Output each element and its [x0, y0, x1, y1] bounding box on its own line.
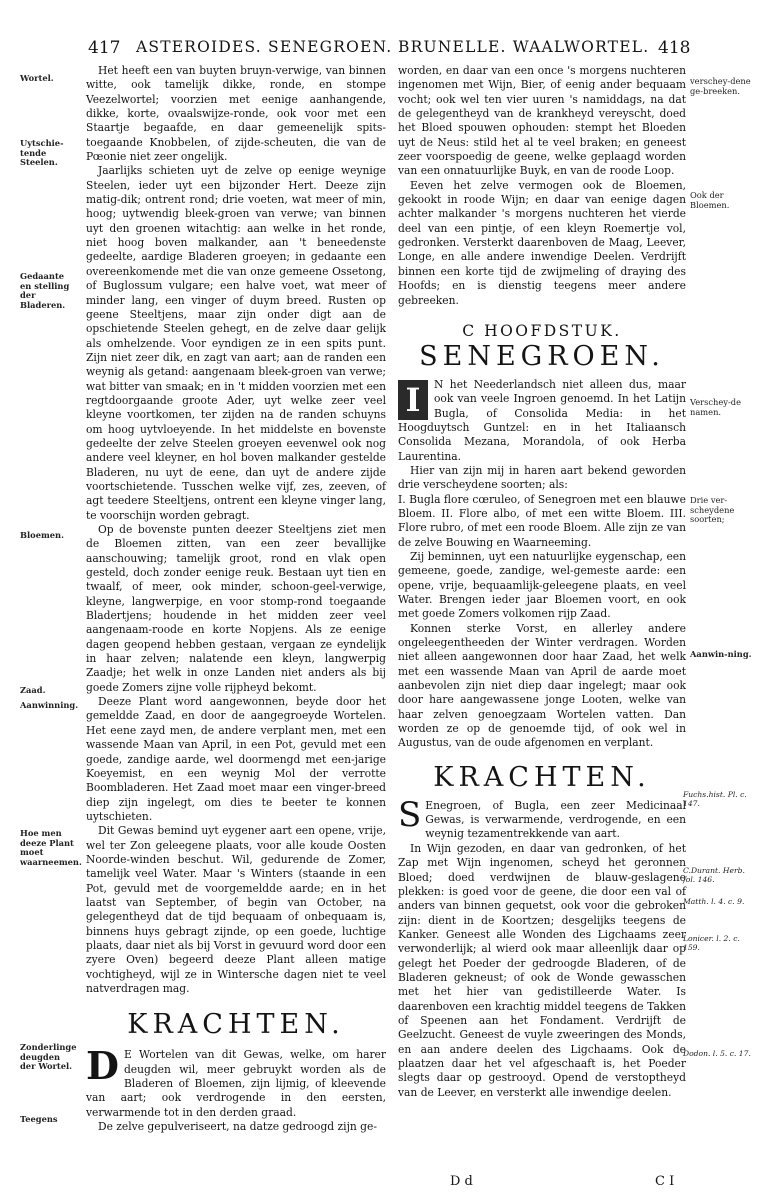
left-page-column	[86, 64, 386, 1134]
paragraph-three-kinds: Hier van zijn mij in haren aart bekend geworden drie verscheydene soorten; als:	[398, 463, 686, 492]
paragraph-kinds-list: I. Bugla flore cœruleo, of Senegroen met een blauwe Bloem. II. Flore albo, of met een witte Bloem. III. Flore rubro, of met een roode Bloem. Alle zijn ze van de zelve Bouwing en Waarneeming.	[398, 492, 686, 549]
margin-note-aanwinning-right: Aanwin-ning.	[690, 649, 752, 659]
paragraph-flowers-wine: Eeven het zelve vermogen ook de Bloemen, gekookt in roode Wijn; en daar van eenige dagen achter malkander 's morgens nuchteren het vierde deel van een pintje, of een kleyn Roemertje vol, gedronken. Versterkt daarenboven de Maag, Leever, Longe, en alle andere inwendige Deelen. Verdrijft binnen een korte tijd de zwijmeling of draying des Hoofds; en is dienstig teegens meer andere gebreeken.	[398, 178, 686, 307]
margin-note-namen: Verschey-de namen.	[690, 397, 741, 417]
virtues-roots-text: E Wortelen van dit Gewas, welke, om harer deugden wil, meer gebruykt worden als de Bladeren of Bloemen, zijn lijmig, of kleevende van aart; ook verdrogende in den eersten, verwarmende tot in den derden graad.	[86, 1048, 386, 1119]
paragraph-cultivation: Deeze Plant word aangewonnen, beyde door het gemeldde Zaad, en door de aangegroeyde Wortelen. Het eene zayd men, de andere verplant men, met een wassende Maan van April, in een Pot, gevuld met een goede, zandige aarde, wel doormengd met een-jarige Koeyemist, en een weynig Mol der verrotte Boombladeren. Het Zaad moet maar een vinger-breed diep zijn ingelegt, om dies te beeter te konnen uytschieten.	[86, 695, 386, 823]
citation-lonicer: Lonicer. l. 2. c. 159.	[683, 934, 740, 952]
margin-note-aanwinning: Aanwinning.	[20, 700, 79, 710]
page-number-right: 418	[658, 38, 691, 58]
margin-note-soorten: Drie ver-scheydene soorten;	[690, 495, 735, 524]
paragraph-soil: Zij beminnen, uyt een natuurlijke eygenschap, een gemeene, goede, zandige, wel-gemeste aarde: een opene, vrije, bequaamlijk-geleegene plaats, en veel Water. Brengen ieder jaar Bloemen voort, en ook met goede Zomers volkomen rijp Zaad.	[398, 549, 686, 621]
citation-fuchs: Fuchs.hist. Pl. c. 147.	[683, 790, 747, 808]
drop-capital-s: S	[398, 794, 422, 835]
running-title-right: BRUNELLE. WAALWORTEL.	[398, 38, 650, 56]
paragraph-names	[398, 378, 686, 464]
paragraph-stems-leaves: Jaarlijks schieten uyt de zelve op eenige weynige Steelen, ieder uyt een bijzonder Hert. Deeze zijn matig-dik; ontrent rond; drie voeten, wat meer of min, hoog; uytwendig bleek-groen van verwe; van binnen uyt den groenen witachtig: aan welke in het ronde, niet hoog boven malkander, aan 't beneedenste gedeelte, aardige Bladeren groeyen; in gedaante een overeenkomende met die van onze gemeene Ossetong, of Buglossum vulgare; een halve voet, wat meer of minder lang, een vinger of duym breed. Rusten op geene Steeltjens, maar zijn onder digt aan de opschietende Steelen gehegt, en de zelve daar gelijk als omhelzende. Voor eyndigen ze in een spits punt. Zijn niet zeer dik, en zagt van aart; aan de randen een weynig als getand: aangenaam bleek-groen van verwe; wat bitter van smaak; en in 't midden voorzien met een regtdoorgaande groote Ader, uyt welke zeer veel kleyne voortkomen, ter zijden na de randen schuyns om hoog uytvloeyende. In het middelste en bovenste gedeelte der zelve Steelen groeyen eevenwel ook nog andere veel kleyner, en hol boven malkander gestelde Bladeren, nu uyt de eene, dan uyt de andere zijde voortschietende. Tusschen welke vijf, zes, zeeven, of agt teedere Steeltjens, ontrent een kleyne vinger lang, te voorschijn worden gebragt.	[86, 164, 386, 522]
section-heading-krachten-right: KRACHTEN.	[433, 761, 651, 793]
paragraph-remedies: In Wijn gezoden, en daar van gedronken, of het Zap met Wijn ingenomen, scheyd het geronnen Bloed; doed verdwijnen de blauw-geslagene plekken: is goed voor de geene, die door een val of anders van binnen gequetst, ook voor die gebroken zijn: dient in de Koortzen; desgelijks teegens de Kanker. Geneest alle Wonden des Ligchaams zeer verwonderlijk; al wierd ook maar alleenlijk daar op gelegt het Poeder der gedroogde Bladeren, of de Bladeren gekneust; of ook de Wonde gewasschen met het hier van gedistilleerde Water. Is daarenboven een krachtig middel teegens de Takken of Speenen aan het Fondament. Verdrijft de Geelzucht. Geneest de vuyle zweeringen des Monds, en aan andere deelen des Ligchaams. Ook de plaatzen daar het vel afgeschaaft is, het Poeder slegts daar op gestrooyd. Opend de verstoptheyd van de Leever, en versterkt alle inwendige deelen.	[398, 841, 686, 1099]
margin-catchword-teegens: Teegens	[20, 1114, 58, 1124]
medicinal-text: Enegroen, of Bugla, een zeer Medicinaal Gewas, is verwarmende, verdrogende, en een weynig tezamentrekkende van aart.	[425, 798, 686, 841]
signature-mark-left: D d	[450, 1174, 473, 1189]
citation-dodoens: Dodon. l. 5. c. 17.	[683, 1049, 751, 1058]
signature-mark-right: C I	[655, 1174, 675, 1189]
paragraph-propagation: Konnen sterke Vorst, en allerley andere ongeleegentheeden der Winter verdragen. Worden niet alleen aangewonnen door haar Zaad, het welk met een wassende Maan van April de aarde moet aanbevolen zijn niet diep daar ingelegt; maar ook door hare aangewassene jonge Looten, welke van haar zelven genoegzaam Wortelen vatten. Dan worden ze op de genoemde tijd, of ook wel in Augustus, van de oude afgenomen en verplant.	[398, 621, 686, 750]
margin-note-gebreeken: verschey-dene ge-breeken.	[690, 76, 751, 96]
paragraph-virtues-powder-start: De zelve gepulveriseert, na datze gedroogd zijn ge-	[98, 1120, 377, 1134]
paragraph-care: Dit Gewas bemind uyt eygener aart een opene, vrije, wel ter Zon geleegene plaats, voor alle koude Oosten Noorde-winden beschut. Wil, gedurende de Zomer, tamelijk veel Water. Maar 's Winters (staande in een Pot, gevuld met de voorgemeldde aarde; en in het laatst van September, of begin van October, na gelegentheyd dat de tijd bequaam of onbequaam is, binnens huys gebragt zijnde, op een goede, luchtige plaats, daar niet als bij Vorst in gevuurd word door een zyere Oven) begeerd deeze Plant alleen matige vochtigheyd, wijl ze in Wintersche dagen niet te veel natverdragen mag.	[86, 824, 386, 995]
chapter-title-senegroen: SENEGROEN.	[419, 340, 665, 372]
paragraph-medicinal	[398, 794, 686, 842]
chapter-number: C HOOFDSTUK.	[462, 321, 622, 340]
margin-note-bloemen: Bloemen.	[20, 530, 64, 540]
paragraph-continued-virtues: worden, en daar van een once 's morgens nuchteren ingenomen met Wijn, Bier, of eenig ander bequaam vocht; ook wel ten vier uuren 's namiddags, na dat de gelegentheyd van de krankheyd vereyscht, doed het Bloed spouwen ophouden: stempt het Bloeden uyt de Neus: stild het al te veel braken; en geneest zeer voorspoedig de geene, welke geplaagd worden van een onnatuurlijke Buyk, en van de roode Loop.	[398, 64, 686, 178]
citation-durant: C.Durant. Herb. fol. 146.	[683, 866, 745, 884]
margin-note-waarneemen: Hoe men deeze Plant moet waarneemen.	[20, 828, 82, 867]
paragraph-root-description: Het heeft een van buyten bruyn-verwige, van binnen witte, ook tamelijk dikke, ronde, en stompe Veezelwortel; voorzien met eenige aanhangende, dikke, korte, ovaalswijze-ronde, ook voor met een Staartje begaafde, en daar gemeenelijk spits-toegaande Knobbelen, of zijde-scheuten, die van de Pœonie niet zeer ongelijk.	[86, 64, 386, 164]
margin-note-zaad: Zaad.	[20, 685, 46, 695]
section-heading-krachten-left: KRACHTEN.	[127, 1009, 345, 1041]
names-text: N het Neederlandsch niet alleen dus, maar ook van veele Ingroen genoemd. In het Latijn Bugla, of Consolida Media: in het Hoogduytsch Guntzel: en in het Italiaansch Consolida Mezana, Morandola, of ook Herba Laurentina.	[398, 377, 686, 463]
drop-capital-d: D	[86, 1043, 119, 1089]
margin-note-deugden: Zonderlinge deugden der Wortel.	[20, 1042, 77, 1071]
paragraph-virtues-roots	[86, 1043, 386, 1120]
margin-note-bladeren: Gedaante en stelling der Bladeren.	[20, 271, 70, 310]
citation-matthiolus: Matth. l. 4. c. 9.	[683, 897, 745, 906]
margin-note-wortel: Wortel.	[20, 73, 54, 83]
running-title-left: ASTEROIDES. SENEGROEN.	[136, 38, 393, 56]
right-page-column	[398, 64, 686, 1100]
margin-note-steelen: Uytschie-tende Steelen.	[20, 138, 64, 167]
ornamental-initial-i: I	[398, 380, 428, 420]
page-number-left: 417	[88, 38, 121, 58]
margin-note-ook-der-bloemen: Ook der Bloemen.	[690, 190, 730, 210]
paragraph-flowers: Op de bovenste punten deezer Steeltjens ziet men de Bloemen zitten, van een zeer bevallijke aanschouwing; tamelijk groot, rond en vlak open gesteld, doch zonder eenige reuk. Bestaan uyt tien en twaalf, of meer, ook minder, schoon-geel-verwige, kleyne, langwerpige, en voor stomp-rond toegaande Bladertjens; houdende in het midden zeer veel aangenaam-roode en korte Nopjens. Als ze eenige dagen geopend hebben gestaan, vergaan ze eyndelijk in haar zelven; nalatende een kleyn, langwerpig Zaadje; het welk in onze Landen niet anders als bij goede Zomers zijne volle rijpheyd bekomt.	[86, 523, 386, 694]
